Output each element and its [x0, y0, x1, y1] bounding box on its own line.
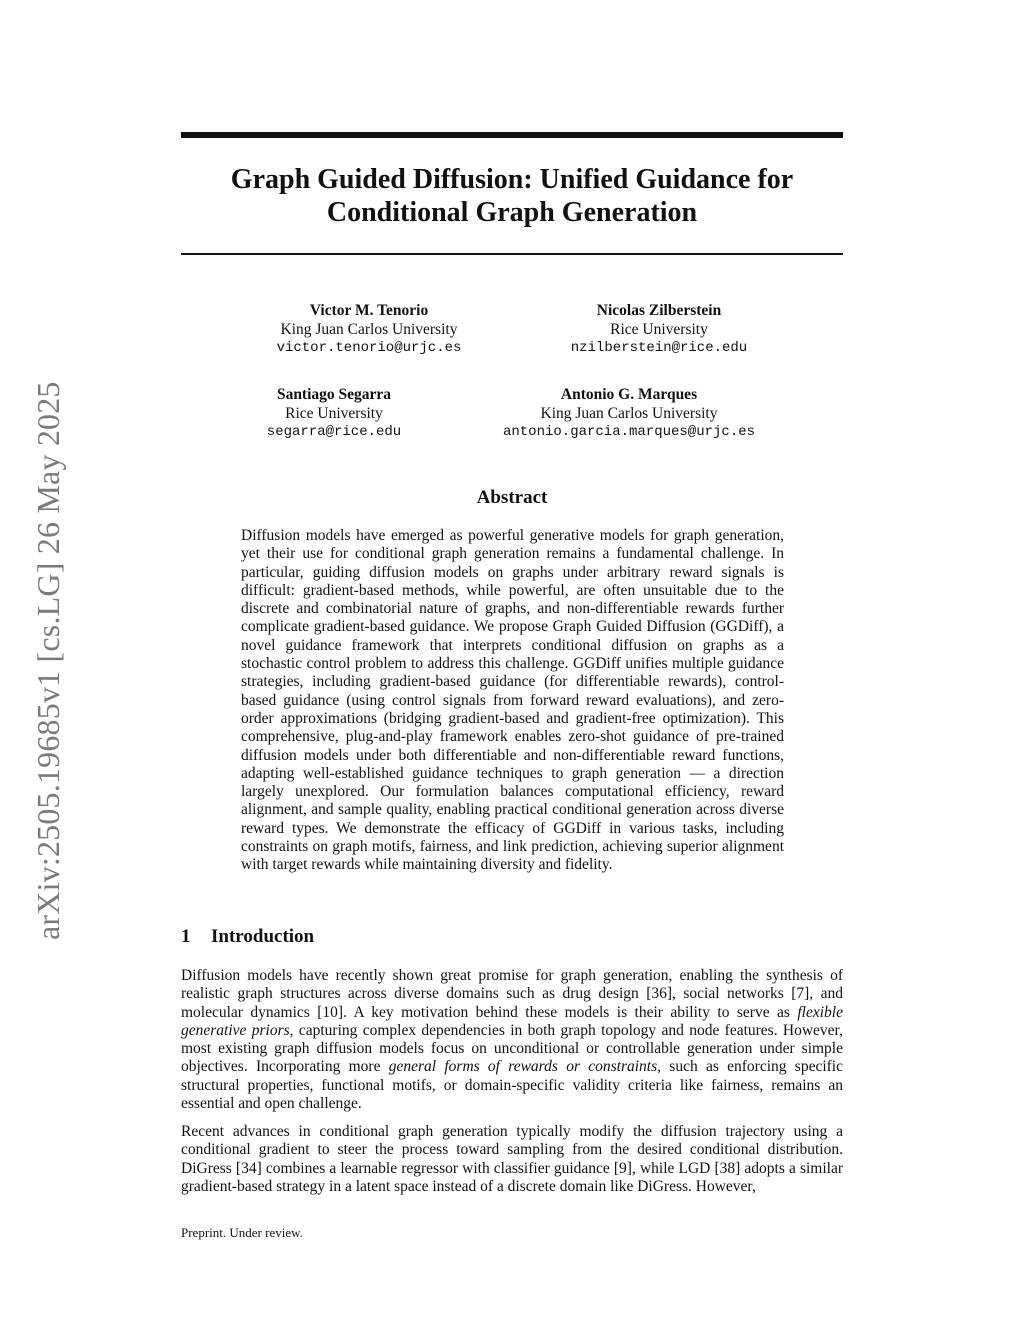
author-email: victor.tenorio@urjc.es — [276, 340, 462, 356]
author-name: Nicolas Zilberstein — [596, 302, 722, 319]
author-block-4 — [503, 385, 755, 442]
abstract-body: Diffusion models have emerged as powerful generative models for graph generation, yet their use for conditional graph generation remains a fundamental challenge. In particular, guiding diffusion models on graphs under arbitrary reward signals is difficult: gradient-based methods, while powerful, are often unsuitable due to the discrete and combinatorial nature of graphs, and non-differentiable rewards further complicate gradient-based guidance. We propose Graph Guided Diffusion (GGDiff), a novel guidance framework that interprets conditional diffusion on graphs as a stochastic control problem to address this challenge. GGDiff unifies multiple guidance strategies, including gradient-based guidance (for differentiable rewards), control-based guidance (using control signals from forward reward evaluations), and zero-order approximations (bridging gradient-based and gradient-free optimization). This comprehensive, plug-and-play framework enables zero-shot guidance of pre-trained diffusion models under both differentiable and non-differentiable reward functions, adapting well-established guidance techniques to graph generation — a direction largely unexplored. Our formulation balances computational efficiency, reward alignment, and sample quality, enabling practical conditional generation across diverse reward types. We demonstrate the efficacy of GGDiff in various tasks, including constraints on graph motifs, fairness, and link prediction, achieving superior alignment with target rewards while maintaining diversity and fidelity. — [241, 527, 784, 874]
paper-title-line-1: Graph Guided Diffusion: Unified Guidance for — [230, 164, 794, 195]
arxiv-identifier-stamp: arXiv:2505.19685v1 [cs.LG] 26 May 2025 — [30, 381, 66, 940]
author-affiliation: Rice University — [285, 405, 383, 422]
author-affiliation: King Juan Carlos University — [540, 405, 718, 422]
author-affiliation: Rice University — [610, 321, 708, 338]
intro-paragraph-2: Recent advances in conditional graph generation typically modify the diffusion trajectory using a conditional gradient to steer the process toward sampling from the desired conditional distribution. DiGress [34] combines a learnable regressor with classifier guidance [9], while LGD [38] adopts a similar gradient-based strategy in a latent space instead of a discrete domain like DiGress. However, — [181, 1123, 843, 1195]
author-block-3 — [267, 385, 401, 442]
intro-p1-emphasis-2: general forms of rewards or constraints — [388, 1058, 658, 1076]
section-heading-introduction — [181, 926, 314, 948]
intro-p1-emphasis-1: flexible generative priors — [181, 1003, 843, 1039]
title-top-rule — [181, 132, 843, 138]
author-email: nzilberstein@rice.edu — [570, 340, 748, 356]
paper-title — [181, 163, 843, 229]
intro-p1-text-c: , such as enforcing specific structural properties, functional motifs, or domain-specific validity criteria like fairness, remains an essential and open challenge. — [181, 1058, 843, 1113]
intro-p1-text-a: Diffusion models have recently shown great promise for graph generation, enabling the synthesis of realistic graph structures across diverse domains such as drug design [36], social networks [7], and molecular dynamics [10]. A key motivation behind these models is their ability to serve as — [181, 967, 843, 1021]
abstract-heading: Abstract — [476, 487, 548, 508]
author-email: segarra@rice.edu — [266, 424, 402, 440]
title-bottom-rule — [181, 253, 843, 255]
section-number: 1 — [181, 926, 191, 947]
author-name: Victor M. Tenorio — [309, 302, 429, 319]
intro-paragraph-1 — [181, 967, 843, 1113]
author-name: Santiago Segarra — [276, 386, 392, 403]
author-email: antonio.garcia.marques@urjc.es — [502, 424, 756, 440]
author-block-1 — [277, 301, 462, 358]
author-affiliation: King Juan Carlos University — [280, 321, 458, 338]
page-footer: Preprint. Under review. — [181, 1225, 303, 1240]
author-name: Antonio G. Marques — [560, 386, 698, 403]
section-title: Introduction — [211, 926, 315, 947]
intro-p1-text-b: , capturing complex dependencies in both graph topology and node features. However, most existing graph diffusion models focus on unconditional or controllable generation under simple objectives. Incorporating more — [181, 1021, 843, 1076]
author-block-2 — [571, 301, 747, 358]
paper-title-line-2: Conditional Graph Generation — [326, 197, 698, 228]
